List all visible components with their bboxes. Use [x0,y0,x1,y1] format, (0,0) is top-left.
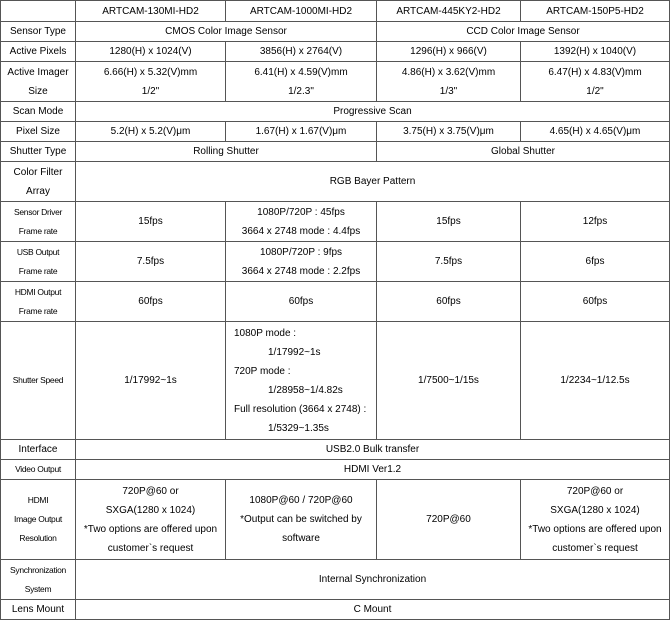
value-hdmi-resolution-1: 720P@60 or SXGA(1280 x 1024) *Two options are offered upon customer`s request [76,480,226,560]
row-hdmi-resolution [1,480,670,560]
value-usb-output-4: 6fps [521,242,670,282]
value-imager-3-inch: 1/3" [439,85,458,97]
value-imager-1 [76,62,226,102]
value-hdmi-output-3: 60fps [377,282,521,322]
value-shutter-speed-1: 1/17992~1s [76,322,226,440]
value-scan-mode: Progressive Scan [76,102,670,122]
value-imager-4 [521,62,670,102]
value-usb-output-1: 7.5fps [76,242,226,282]
value-imager-2 [226,62,377,102]
value-pixel-size-1: 5.2(H) x 5.2(V)μm [76,122,226,142]
label-active-pixels: Active Pixels [1,42,76,62]
row-scan-mode [1,102,670,122]
label-hdmi-resolution: HDMI Image Output Resolution [1,480,76,560]
label-sensor-driver: Sensor Driver Frame rate [1,202,76,242]
row-shutter-speed [1,322,670,440]
label-shutter-speed: Shutter Speed [1,322,76,440]
header-row [1,1,670,22]
shutter-speed-2-line5: Full resolution (3664 x 2748) : [234,403,367,415]
row-pixel-size [1,122,670,142]
header-model-1: ARTCAM-130MI-HD2 [76,1,226,22]
label-sync: Synchronization System [1,560,76,600]
label-scan-mode: Scan Mode [1,102,76,122]
row-sensor-driver [1,202,670,242]
value-hdmi-output-4: 60fps [521,282,670,322]
label-active-imager-line1: Active Imager [7,66,69,78]
shutter-speed-2-line3: 720P mode : [234,365,291,377]
row-video-output [1,460,670,480]
value-sensor-driver-1: 15fps [76,202,226,242]
row-lens-mount [1,600,670,620]
value-video-output: HDMI Ver1.2 [76,460,670,480]
label-interface: Interface [1,440,76,460]
value-imager-2-dims: 6.41(H) x 4.59(V)mm [254,66,348,78]
value-color-filter: RGB Bayer Pattern [76,162,670,202]
label-shutter-type: Shutter Type [1,142,76,162]
row-shutter-type [1,142,670,162]
header-corner [1,1,76,22]
value-shutter-rolling: Rolling Shutter [76,142,377,162]
value-sensor-cmos: CMOS Color Image Sensor [76,22,377,42]
value-imager-3-dims: 4.86(H) x 3.62(V)mm [401,66,496,78]
label-pixel-size: Pixel Size [1,122,76,142]
value-active-pixels-4: 1392(H) x 1040(V) [521,42,670,62]
value-active-pixels-2: 3856(H) x 2764(V) [226,42,377,62]
label-color-filter: Color Filter Array [1,162,76,202]
value-shutter-speed-4: 1/2234~1/12.5s [521,322,670,440]
value-lens-mount: C Mount [76,600,670,620]
label-video-output: Video Output [1,460,76,480]
header-model-4: ARTCAM-150P5-HD2 [521,1,670,22]
value-sync: Internal Synchronization [76,560,670,600]
value-sensor-driver-4: 12fps [521,202,670,242]
label-active-imager [1,62,76,102]
header-model-3: ARTCAM-445KY2-HD2 [377,1,521,22]
value-imager-4-dims: 6.47(H) x 4.83(V)mm [548,66,642,78]
row-usb-output [1,242,670,282]
row-color-filter [1,162,670,202]
shutter-speed-2-line6: 1/5329~1.35s [268,422,329,434]
label-sensor-type: Sensor Type [1,22,76,42]
value-usb-output-2: 1080P/720P : 9fps 3664 x 2748 mode : 2.2fps [226,242,377,282]
value-imager-1-dims: 6.66(H) x 5.32(V)mm [103,66,198,78]
shutter-speed-2-line1: 1080P mode : [234,327,297,339]
value-shutter-speed-3: 1/7500~1/15s [377,322,521,440]
value-hdmi-output-1: 60fps [76,282,226,322]
value-pixel-size-3: 3.75(H) x 3.75(V)μm [377,122,521,142]
value-hdmi-resolution-2: 1080P@60 / 720P@60 *Output can be switched by software [226,480,377,560]
value-hdmi-resolution-4: 720P@60 or SXGA(1280 x 1024) *Two options are offered upon customer`s request [521,480,670,560]
label-usb-output: USB Output Frame rate [1,242,76,282]
row-sync [1,560,670,600]
value-sensor-driver-2: 1080P/720P : 45fps 3664 x 2748 mode : 4.4fps [226,202,377,242]
label-active-imager-line2: Size [28,85,48,97]
value-shutter-speed-2 [226,322,377,440]
row-sensor-type [1,22,670,42]
value-pixel-size-2: 1.67(H) x 1.67(V)μm [226,122,377,142]
label-hdmi-output: HDMI Output Frame rate [1,282,76,322]
shutter-speed-2-line2: 1/17992~1s [268,346,321,358]
row-hdmi-output [1,282,670,322]
value-hdmi-resolution-3: 720P@60 [377,480,521,560]
value-usb-output-3: 7.5fps [377,242,521,282]
value-imager-4-inch: 1/2" [586,85,604,97]
header-model-2: ARTCAM-1000MI-HD2 [226,1,377,22]
value-imager-1-inch: 1/2" [141,85,160,97]
value-sensor-ccd: CCD Color Image Sensor [377,22,670,42]
value-imager-3 [377,62,521,102]
value-active-pixels-3: 1296(H) x 966(V) [377,42,521,62]
row-interface [1,440,670,460]
value-interface: USB2.0 Bulk transfer [76,440,670,460]
value-sensor-driver-3: 15fps [377,202,521,242]
value-imager-2-inch: 1/2.3" [288,85,314,97]
value-active-pixels-1: 1280(H) x 1024(V) [76,42,226,62]
label-lens-mount: Lens Mount [1,600,76,620]
value-hdmi-output-2: 60fps [226,282,377,322]
shutter-speed-2-line4: 1/28958~1/4.82s [268,384,343,396]
row-active-imager [1,62,670,102]
row-active-pixels [1,42,670,62]
value-shutter-global: Global Shutter [377,142,670,162]
value-pixel-size-4: 4.65(H) x 4.65(V)μm [521,122,670,142]
